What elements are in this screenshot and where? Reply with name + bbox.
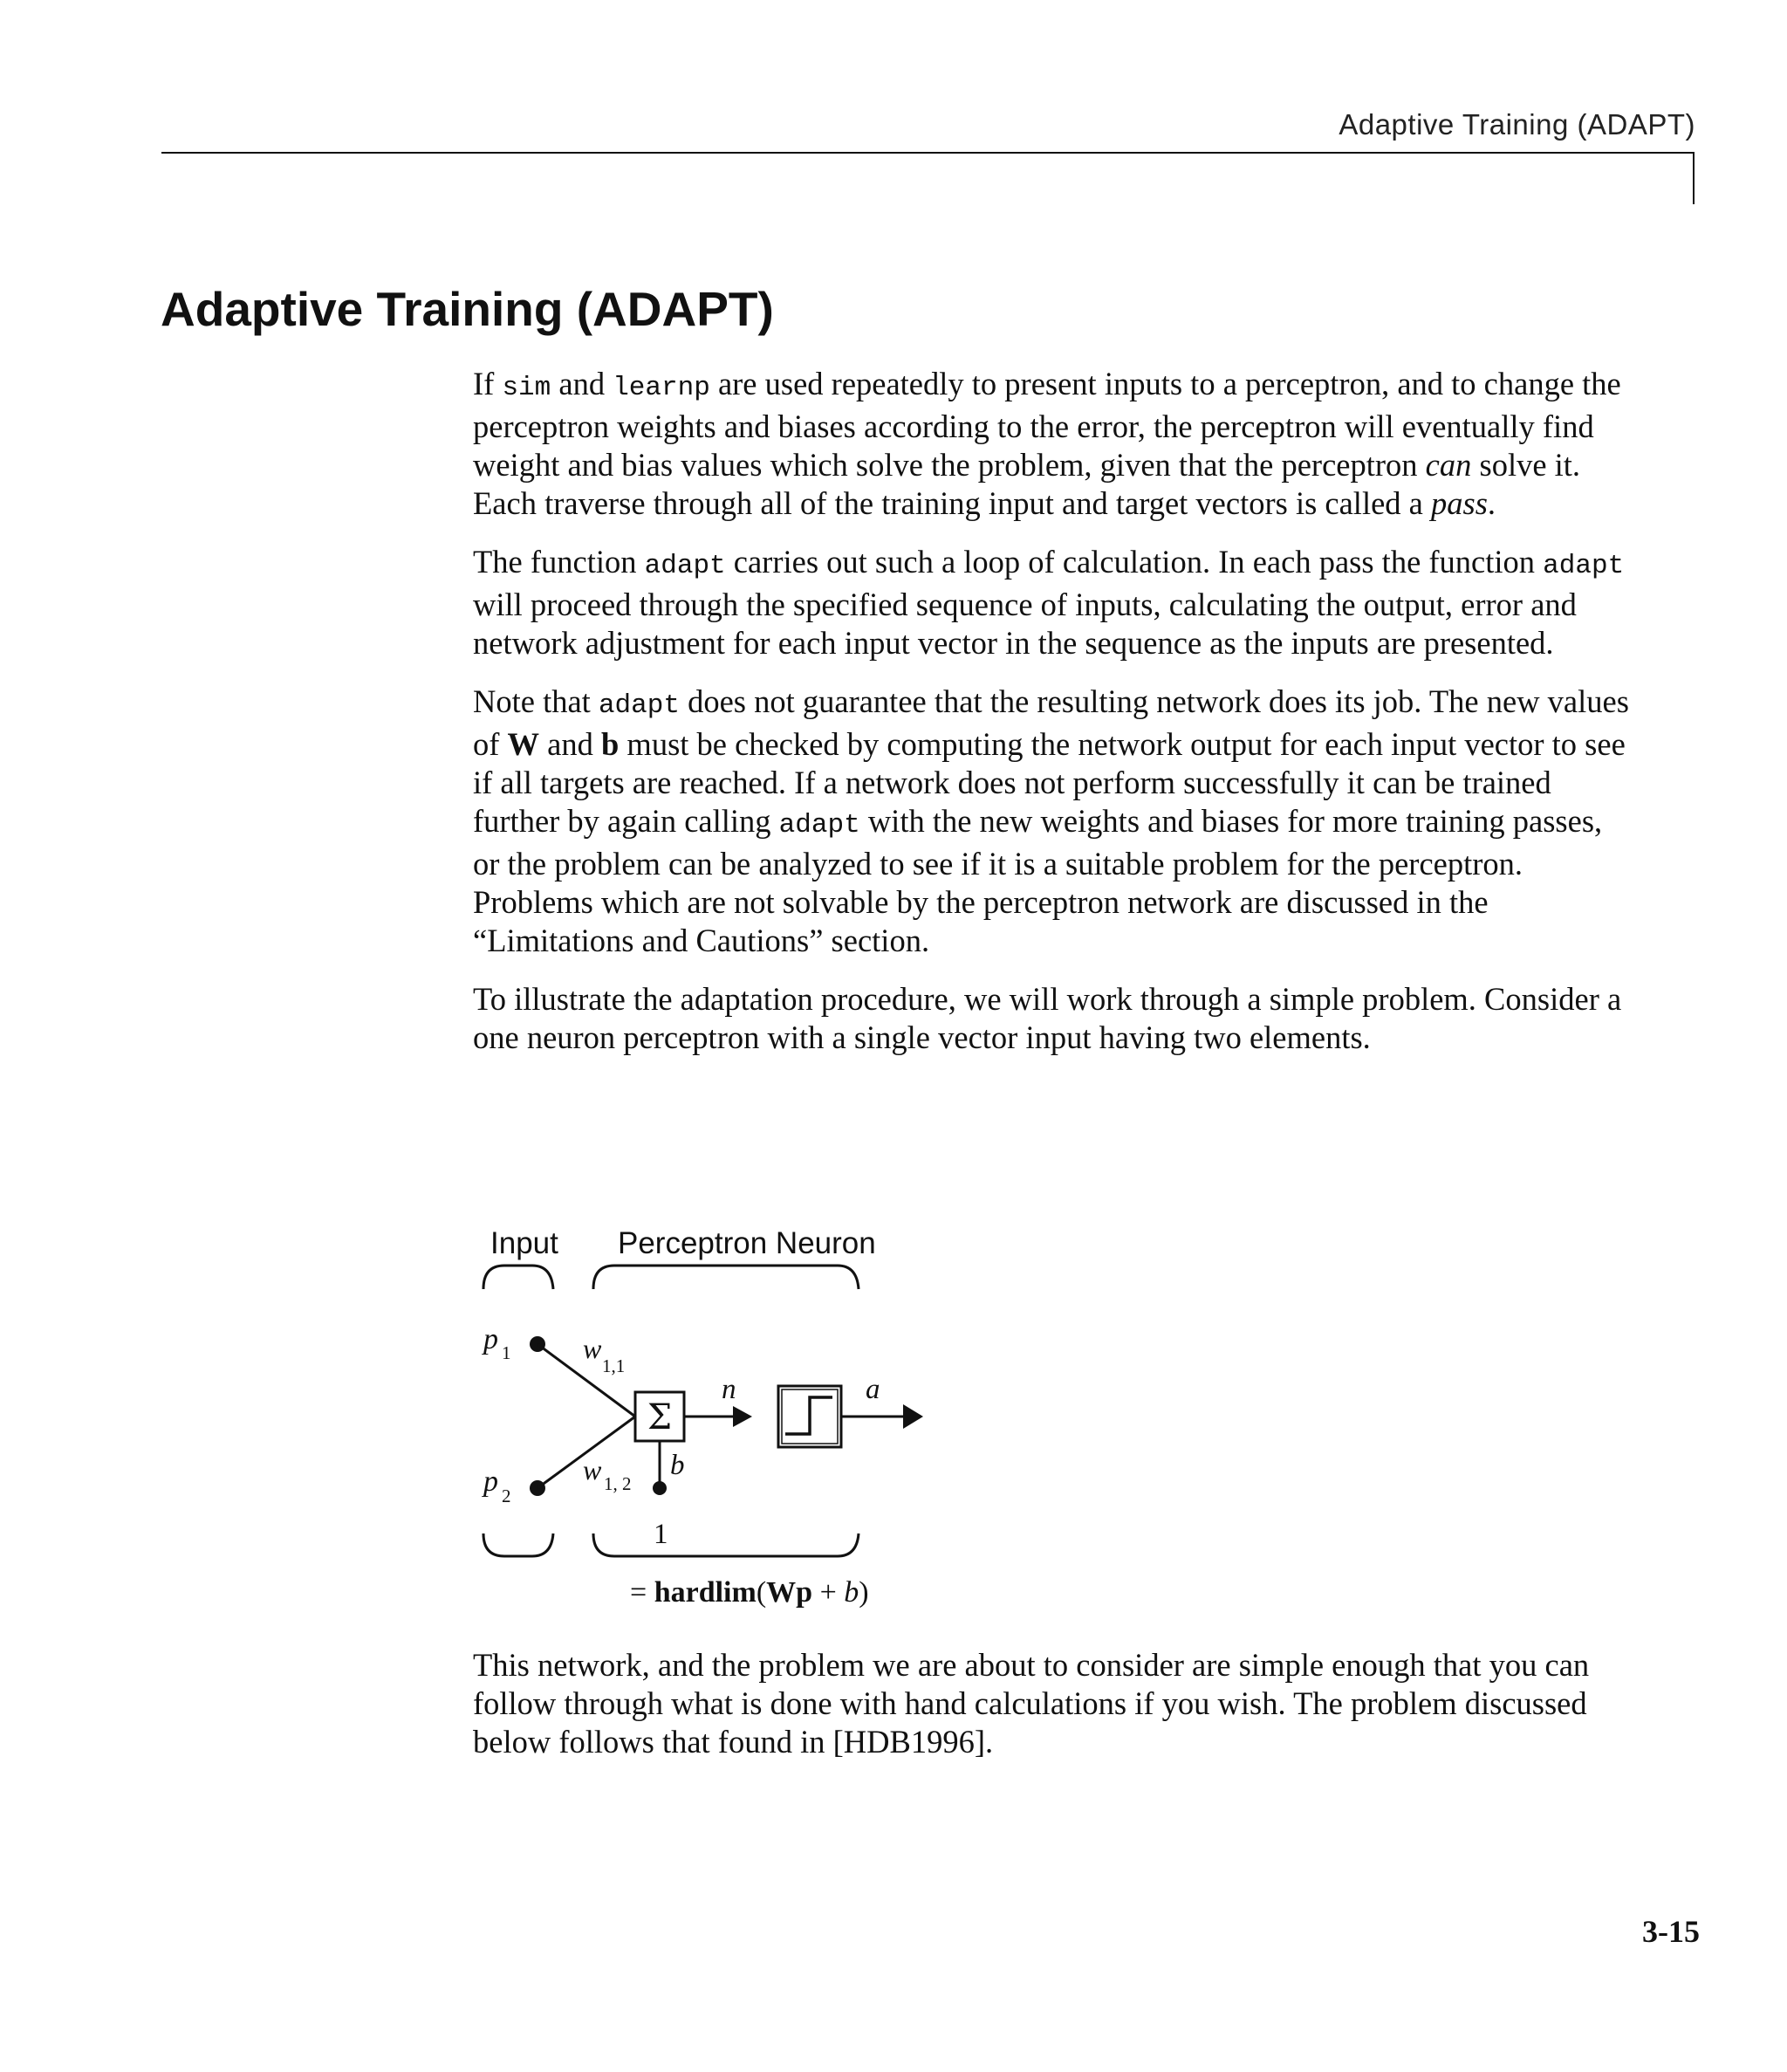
text-run: will proceed through the specified sequence of inputs, calculating the output, error and network adjustment for each input vector in the sequence as the inputs are presented. xyxy=(473,587,1577,661)
code-adapt: adapt xyxy=(1543,551,1625,581)
text-run: and xyxy=(539,726,601,762)
label-a: a xyxy=(866,1374,880,1405)
emphasis-pass: pass xyxy=(1431,485,1488,521)
page-number: 3-15 xyxy=(1642,1914,1700,1949)
code-sim: sim xyxy=(502,373,551,403)
label-w12-subscript: 1, 2 xyxy=(604,1473,632,1494)
text-run: are used repeatedly to present inputs to a perceptron, and to change the perceptron weights and biases according to the error, the perceptron will eventually find weight and bias values which solve the problem, given that the perceptron xyxy=(473,366,1621,483)
text-run: carries out such a loop of calculation. In each pass the function xyxy=(725,544,1544,580)
neuron-brace-top xyxy=(593,1266,859,1289)
eq-prefix: = xyxy=(630,1576,654,1609)
paragraph-1 xyxy=(473,365,1633,523)
bold-b: b xyxy=(600,726,620,762)
text-run: does not guarantee that the resulting network does its job. The new values of xyxy=(473,683,1629,762)
text-run: If xyxy=(473,366,503,401)
label-bias-input: 1 xyxy=(654,1519,668,1550)
text-run: must be checked by computing the network output for each input vector to see if all targets are reached. If a network does not perform successfully it can be trained further by again calling xyxy=(473,726,1626,839)
equation xyxy=(630,1576,869,1609)
output-arrowhead xyxy=(903,1404,923,1429)
text-run: and xyxy=(551,366,613,401)
paragraph-3 xyxy=(473,683,1633,960)
eq-function: hardlim xyxy=(654,1576,757,1609)
label-p2-subscript: 2 xyxy=(502,1485,511,1506)
eq-Wp: Wp xyxy=(766,1576,813,1609)
eq-close-paren: ) xyxy=(859,1576,869,1609)
body-text-top xyxy=(473,365,1633,1077)
sigma-symbol: Σ xyxy=(647,1397,673,1437)
neuron-brace-bottom xyxy=(593,1533,859,1556)
eq-plus: + xyxy=(812,1576,845,1609)
label-input: Input xyxy=(490,1226,558,1260)
bias-node xyxy=(653,1481,667,1495)
header-rule-tick xyxy=(1693,152,1695,204)
text-run: The function xyxy=(473,544,645,580)
label-w11-subscript: 1,1 xyxy=(602,1355,626,1376)
label-p2: p xyxy=(483,1465,498,1498)
bold-W: W xyxy=(507,726,540,762)
label-perceptron-neuron: Perceptron Neuron xyxy=(618,1226,876,1260)
code-adapt: adapt xyxy=(598,690,680,721)
label-w12: w xyxy=(583,1454,602,1485)
label-b: b xyxy=(670,1450,685,1481)
page-title: Adaptive Training (ADAPT) xyxy=(161,282,774,336)
running-header: Adaptive Training (ADAPT) xyxy=(1339,108,1695,141)
eq-open-paren: ( xyxy=(756,1576,767,1609)
label-n: n xyxy=(722,1374,736,1405)
header-rule xyxy=(161,152,1695,154)
text-run: with the new weights and biases for more training passes, or the problem can be analyzed to see if it is a suitable problem for the perceptron. Problems which are not solvable by the perceptron network are discussed in the “Limitations and Cautions” section. xyxy=(473,803,1603,958)
emphasis-can: can xyxy=(1425,447,1472,483)
paragraph-2 xyxy=(473,543,1633,662)
label-p1: p xyxy=(483,1323,498,1355)
text-run: solve it. Each traverse through all of the training input and target vectors is called a xyxy=(473,447,1581,521)
text-run: Note that xyxy=(473,683,599,719)
code-adapt: adapt xyxy=(644,551,726,581)
eq-b: b xyxy=(844,1576,859,1609)
paragraph-4: To illustrate the adaptation procedure, we will work through a simple problem. Consider a one neuron perceptron with a single vector input having two elements. xyxy=(473,981,1622,1055)
label-w11: w xyxy=(583,1333,602,1364)
code-learnp: learnp xyxy=(613,373,710,403)
code-adapt: adapt xyxy=(778,810,860,840)
label-p1-subscript: 1 xyxy=(502,1342,511,1363)
input-brace-bottom xyxy=(483,1533,553,1556)
perceptron-diagram xyxy=(471,1209,942,1636)
input-brace-top xyxy=(483,1266,553,1289)
body-text-bottom xyxy=(473,1646,1633,1781)
n-arrowhead xyxy=(733,1406,752,1427)
text-run: . xyxy=(1487,485,1496,521)
paragraph-5: This network, and the problem we are about to consider are simple enough that you can follow through what is done with hand calculations if you wish. The problem discussed below follows that found in [HDB1996]. xyxy=(473,1647,1590,1760)
